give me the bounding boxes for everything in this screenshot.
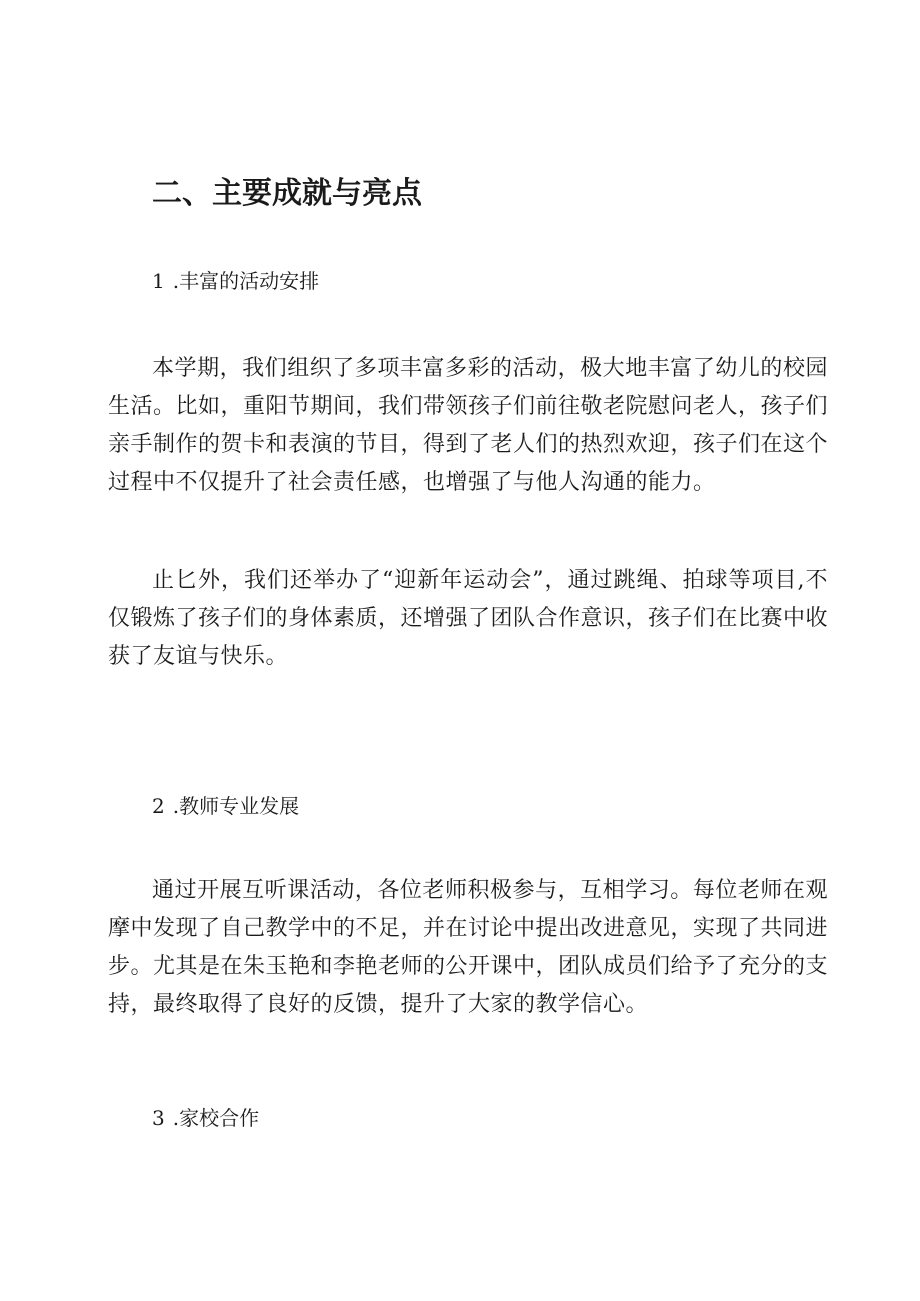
item-2-heading	[152, 791, 299, 821]
item-1-number: 1	[152, 269, 165, 293]
item-3-title: .家校合作	[172, 1106, 260, 1130]
section-heading: 二、主要成就与亮点	[152, 176, 422, 211]
item-2-title: .教师专业发展	[172, 794, 300, 818]
item-3-heading	[152, 1103, 259, 1133]
item-3-number: 3	[152, 1106, 165, 1130]
paragraph-sports-meet: 止匕外，我们还举办了“迎新年运动会”，通过跳绳、拍球等项目,不仅锻炼了孩子们的身体素质，还增强了团队合作意识，孩子们在比赛中收获了友谊与快乐。	[108, 568, 829, 669]
item-1-title: .丰富的活动安排	[172, 269, 320, 293]
paragraph-activities: 本学期，我们组织了多项丰富多彩的活动，极大地丰富了幼儿的校园生活。比如，重阳节期间，我们带领孩子们前往敬老院慰问老人，孩子们亲手制作的贺卡和表演的节目，得到了老人们的热烈欢迎，孩子们在这个过程中不仅提升了社会责任感，也增强了与他人沟通的能力。	[108, 356, 829, 495]
paragraph-teacher-development: 通过开展互听课活动，各位老师积极参与，互相学习。每位老师在观摩中发现了自己教学中的不足，并在讨论中提出改进意见，实现了共同进步。尤其是在朱玉艳和李艳老师的公开课中，团队成员们给予了充分的支持，最终取得了良好的反馈，提升了大家的教学信心。	[108, 878, 829, 1017]
item-2-number: 2	[152, 794, 165, 818]
item-1-heading	[152, 266, 319, 296]
